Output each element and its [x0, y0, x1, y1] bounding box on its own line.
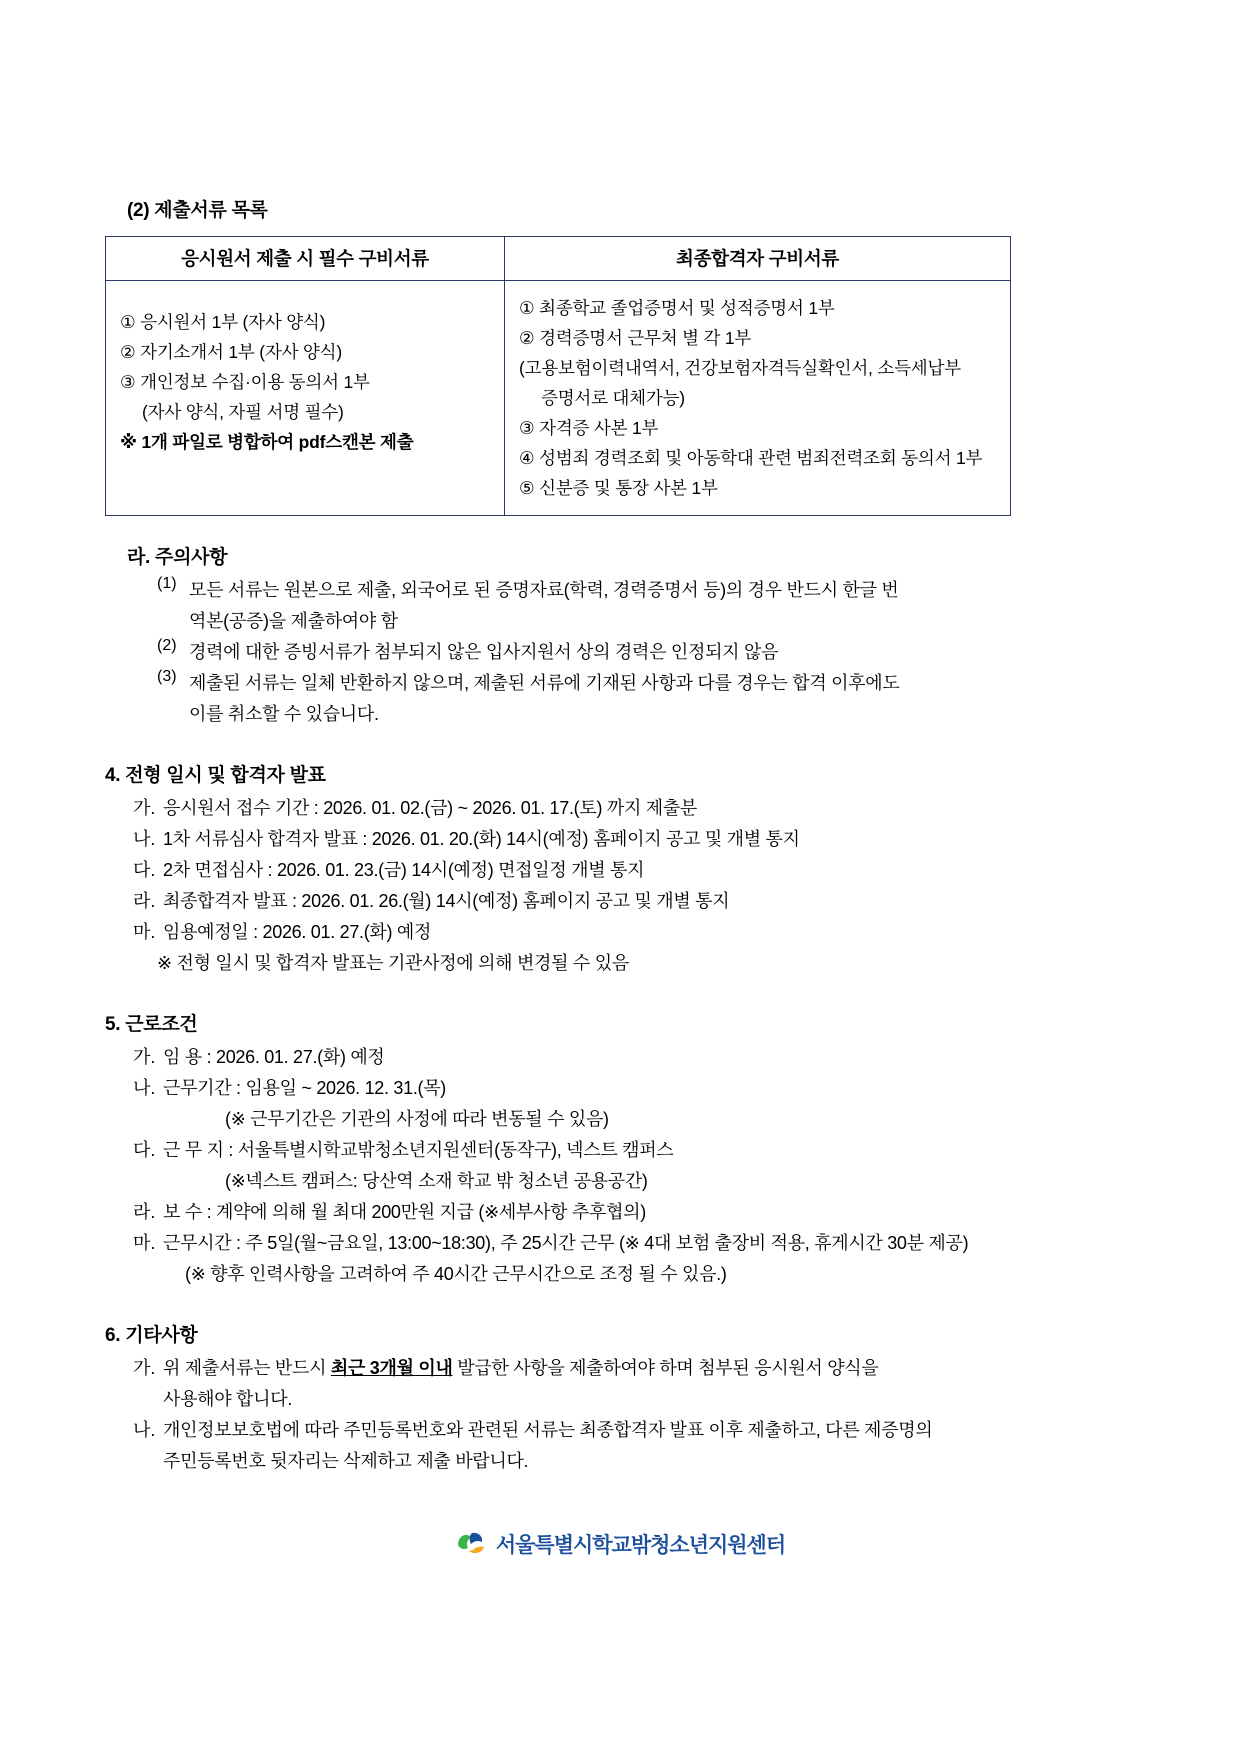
schedule-item [133, 855, 1135, 886]
other-item [133, 1353, 1135, 1415]
section-working-conditions [105, 1009, 1135, 1290]
required-doc-item-note: (자사 양식, 자필 서명 필수) [142, 402, 344, 422]
required-doc-item: ① 응시원서 1부 (자사 양식) [120, 312, 326, 332]
final-doc-item: ① 최종학교 졸업증명서 및 성적증명서 1부 [519, 298, 835, 318]
working-condition-marker: 가. [133, 1047, 156, 1067]
working-period-note: (※ 근무기간은 기관의 사정에 따라 변동될 수 있음) [225, 1109, 609, 1129]
working-condition-item [133, 1197, 1135, 1228]
schedule-marker: 라. [133, 891, 156, 911]
section-precautions [105, 542, 1135, 730]
schedule-text: 임용예정일 : 2026. 01. 27.(화) 예정 [163, 922, 432, 942]
cell-spacer [120, 293, 494, 307]
precaution-line: 제출된 서류는 일체 반환하지 않으며, 제출된 서류에 기재된 사항과 다를 경우는 합격 이후에도 [189, 673, 900, 693]
final-doc-item: ③ 자격증 사본 1부 [519, 418, 659, 438]
schedule-item [133, 793, 1135, 824]
precaution-line: 경력에 대한 증빙서류가 첨부되지 않은 입사지원서 상의 경력은 인정되지 않음 [189, 642, 779, 662]
precautions-heading: 라. 주의사항 [127, 547, 228, 568]
working-condition-item [133, 1228, 1135, 1259]
other-text [163, 1415, 1135, 1477]
other-line: 사용해야 합니다. [163, 1389, 293, 1409]
table-cell-final-docs [505, 281, 1011, 516]
schedule-marker: 다. [133, 860, 156, 880]
precaution-text [189, 668, 1135, 730]
final-doc-item-note: (고용보험이력내역서, 건강보험자격득실확인서, 소득세납부 [519, 358, 961, 378]
working-hours-note: (※ 향후 인력사항을 고려하여 주 40시간 근무시간으로 조정 될 수 있음.) [185, 1264, 727, 1284]
other-line-strong: 최근 3개월 이내 [330, 1358, 453, 1378]
other-text [163, 1353, 1135, 1415]
working-condition-item [133, 1042, 1135, 1073]
working-conditions-heading: 5. 근로조건 [105, 1014, 198, 1035]
schedule-marker: 나. [133, 829, 156, 849]
schedule-marker: 가. [133, 798, 156, 818]
schedule-text: 1차 서류심사 합격자 발표 : 2026. 01. 20.(화) 14시(예정) 홈페이지 공고 및 개별 통지 [163, 829, 800, 849]
schedule-text: 2차 면접심사 : 2026. 01. 23.(금) 14시(예정) 면접일정 개별 통지 [163, 860, 645, 880]
precaution-line: 역본(공증)을 제출하여야 함 [189, 611, 398, 631]
table-header-row [106, 237, 1011, 281]
other-heading: 6. 기타사항 [105, 1325, 198, 1346]
schedule-item [133, 886, 1135, 917]
required-doc-merge-note: ※ 1개 파일로 병합하여 pdf스캔본 제출 [120, 432, 414, 452]
working-condition-marker: 나. [133, 1078, 156, 1098]
table-header-final-docs: 최종합격자 구비서류 [505, 237, 1011, 281]
working-condition-item [133, 1073, 1135, 1104]
precaution-text [189, 575, 1135, 637]
required-doc-item: ② 자기소개서 1부 (자사 양식) [120, 342, 342, 362]
other-line-pre: 위 제출서류는 반드시 [163, 1358, 331, 1378]
spacer [105, 1290, 1135, 1320]
precaution-line: 모든 서류는 원본으로 제출, 외국어로 된 증명자료(학력, 경력증명서 등)의 경우 반드시 한글 번 [189, 580, 899, 600]
precaution-marker: (2) [157, 637, 177, 654]
working-condition-text: 보 수 : 계약에 의해 월 최대 200만원 지급 (※세부사항 추후협의) [163, 1202, 646, 1222]
precaution-item [157, 668, 1135, 730]
section-2-heading: (2) 제출서류 목록 [127, 200, 268, 221]
final-doc-item: ⑤ 신분증 및 통장 사본 1부 [519, 478, 718, 498]
footer-logo [105, 1529, 1135, 1559]
working-condition-text: 근무기간 : 임용일 ~ 2026. 12. 31.(목) [163, 1078, 446, 1098]
schedule-marker: 마. [133, 922, 156, 942]
schedule-item [133, 824, 1135, 855]
precaution-line: 이를 취소할 수 있습니다. [189, 704, 379, 724]
schedule-text: 최종합격자 발표 : 2026. 01. 26.(월) 14시(예정) 홈페이지 공고 및 개별 통지 [163, 891, 730, 911]
other-marker: 나. [133, 1420, 156, 1440]
working-condition-marker: 라. [133, 1202, 156, 1222]
final-doc-item: ④ 성범죄 경력조회 및 아동학대 관련 범죄전력조회 동의서 1부 [519, 448, 983, 468]
other-line [163, 1353, 1135, 1384]
schedule-note: ※ 전형 일시 및 합격자 발표는 기관사정에 의해 변경될 수 있음 [157, 953, 629, 973]
precaution-item [157, 637, 1135, 668]
table-body-row [106, 281, 1011, 516]
center-logo-icon [455, 1529, 489, 1559]
other-marker: 가. [133, 1358, 156, 1378]
other-line-post: 발급한 사항을 제출하여야 하며 첨부된 응시원서 양식을 [452, 1358, 879, 1378]
precaution-marker: (1) [157, 575, 177, 592]
other-line: 주민등록번호 뒷자리는 삭제하고 제출 바랍니다. [163, 1451, 529, 1471]
working-condition-marker: 마. [133, 1233, 156, 1253]
working-condition-text: 근무시간 : 주 5일(월~금요일, 13:00~18:30), 주 25시간 근무 (※ 4대 보험 출장비 적용, 휴게시간 30분 제공) [163, 1233, 969, 1253]
precaution-marker: (3) [157, 668, 177, 685]
spacer [105, 730, 1135, 760]
schedule-text: 응시원서 접수 기간 : 2026. 01. 02.(금) ~ 2026. 01. 17.(토) 까지 제출분 [163, 798, 697, 818]
other-item [133, 1415, 1135, 1477]
working-condition-marker: 다. [133, 1140, 156, 1160]
precaution-item [157, 575, 1135, 637]
section-schedule [105, 760, 1135, 979]
final-doc-item-note: 증명서로 대체가능) [541, 388, 685, 408]
working-condition-item [133, 1135, 1135, 1166]
schedule-heading: 4. 전형 일시 및 합격자 발표 [105, 765, 326, 786]
working-condition-text: 근 무 지 : 서울특별시학교밖청소년지원센터(동작구), 넥스트 캠퍼스 [163, 1140, 674, 1160]
required-doc-item: ③ 개인정보 수집·이용 동의서 1부 [120, 372, 370, 392]
final-doc-item: ② 경력증명서 근무처 별 각 1부 [519, 328, 752, 348]
table-header-required-docs: 응시원서 제출 시 필수 구비서류 [106, 237, 505, 281]
precaution-text [189, 637, 1135, 668]
documents-table [105, 236, 1011, 516]
center-logo-text: 서울특별시학교밖청소년지원센터 [495, 1534, 786, 1557]
other-line: 개인정보보호법에 따라 주민등록번호와 관련된 서류는 최종합격자 발표 이후 제출하고, 다른 제증명의 [163, 1420, 933, 1440]
spacer [105, 979, 1135, 1009]
working-condition-text: 임 용 : 2026. 01. 27.(화) 예정 [163, 1047, 385, 1067]
schedule-item [133, 917, 1135, 948]
section-other [105, 1320, 1135, 1477]
workplace-note: (※넥스트 캠퍼스: 당산역 소재 학교 밖 청소년 공용공간) [225, 1171, 648, 1191]
table-cell-required-docs [106, 281, 505, 516]
